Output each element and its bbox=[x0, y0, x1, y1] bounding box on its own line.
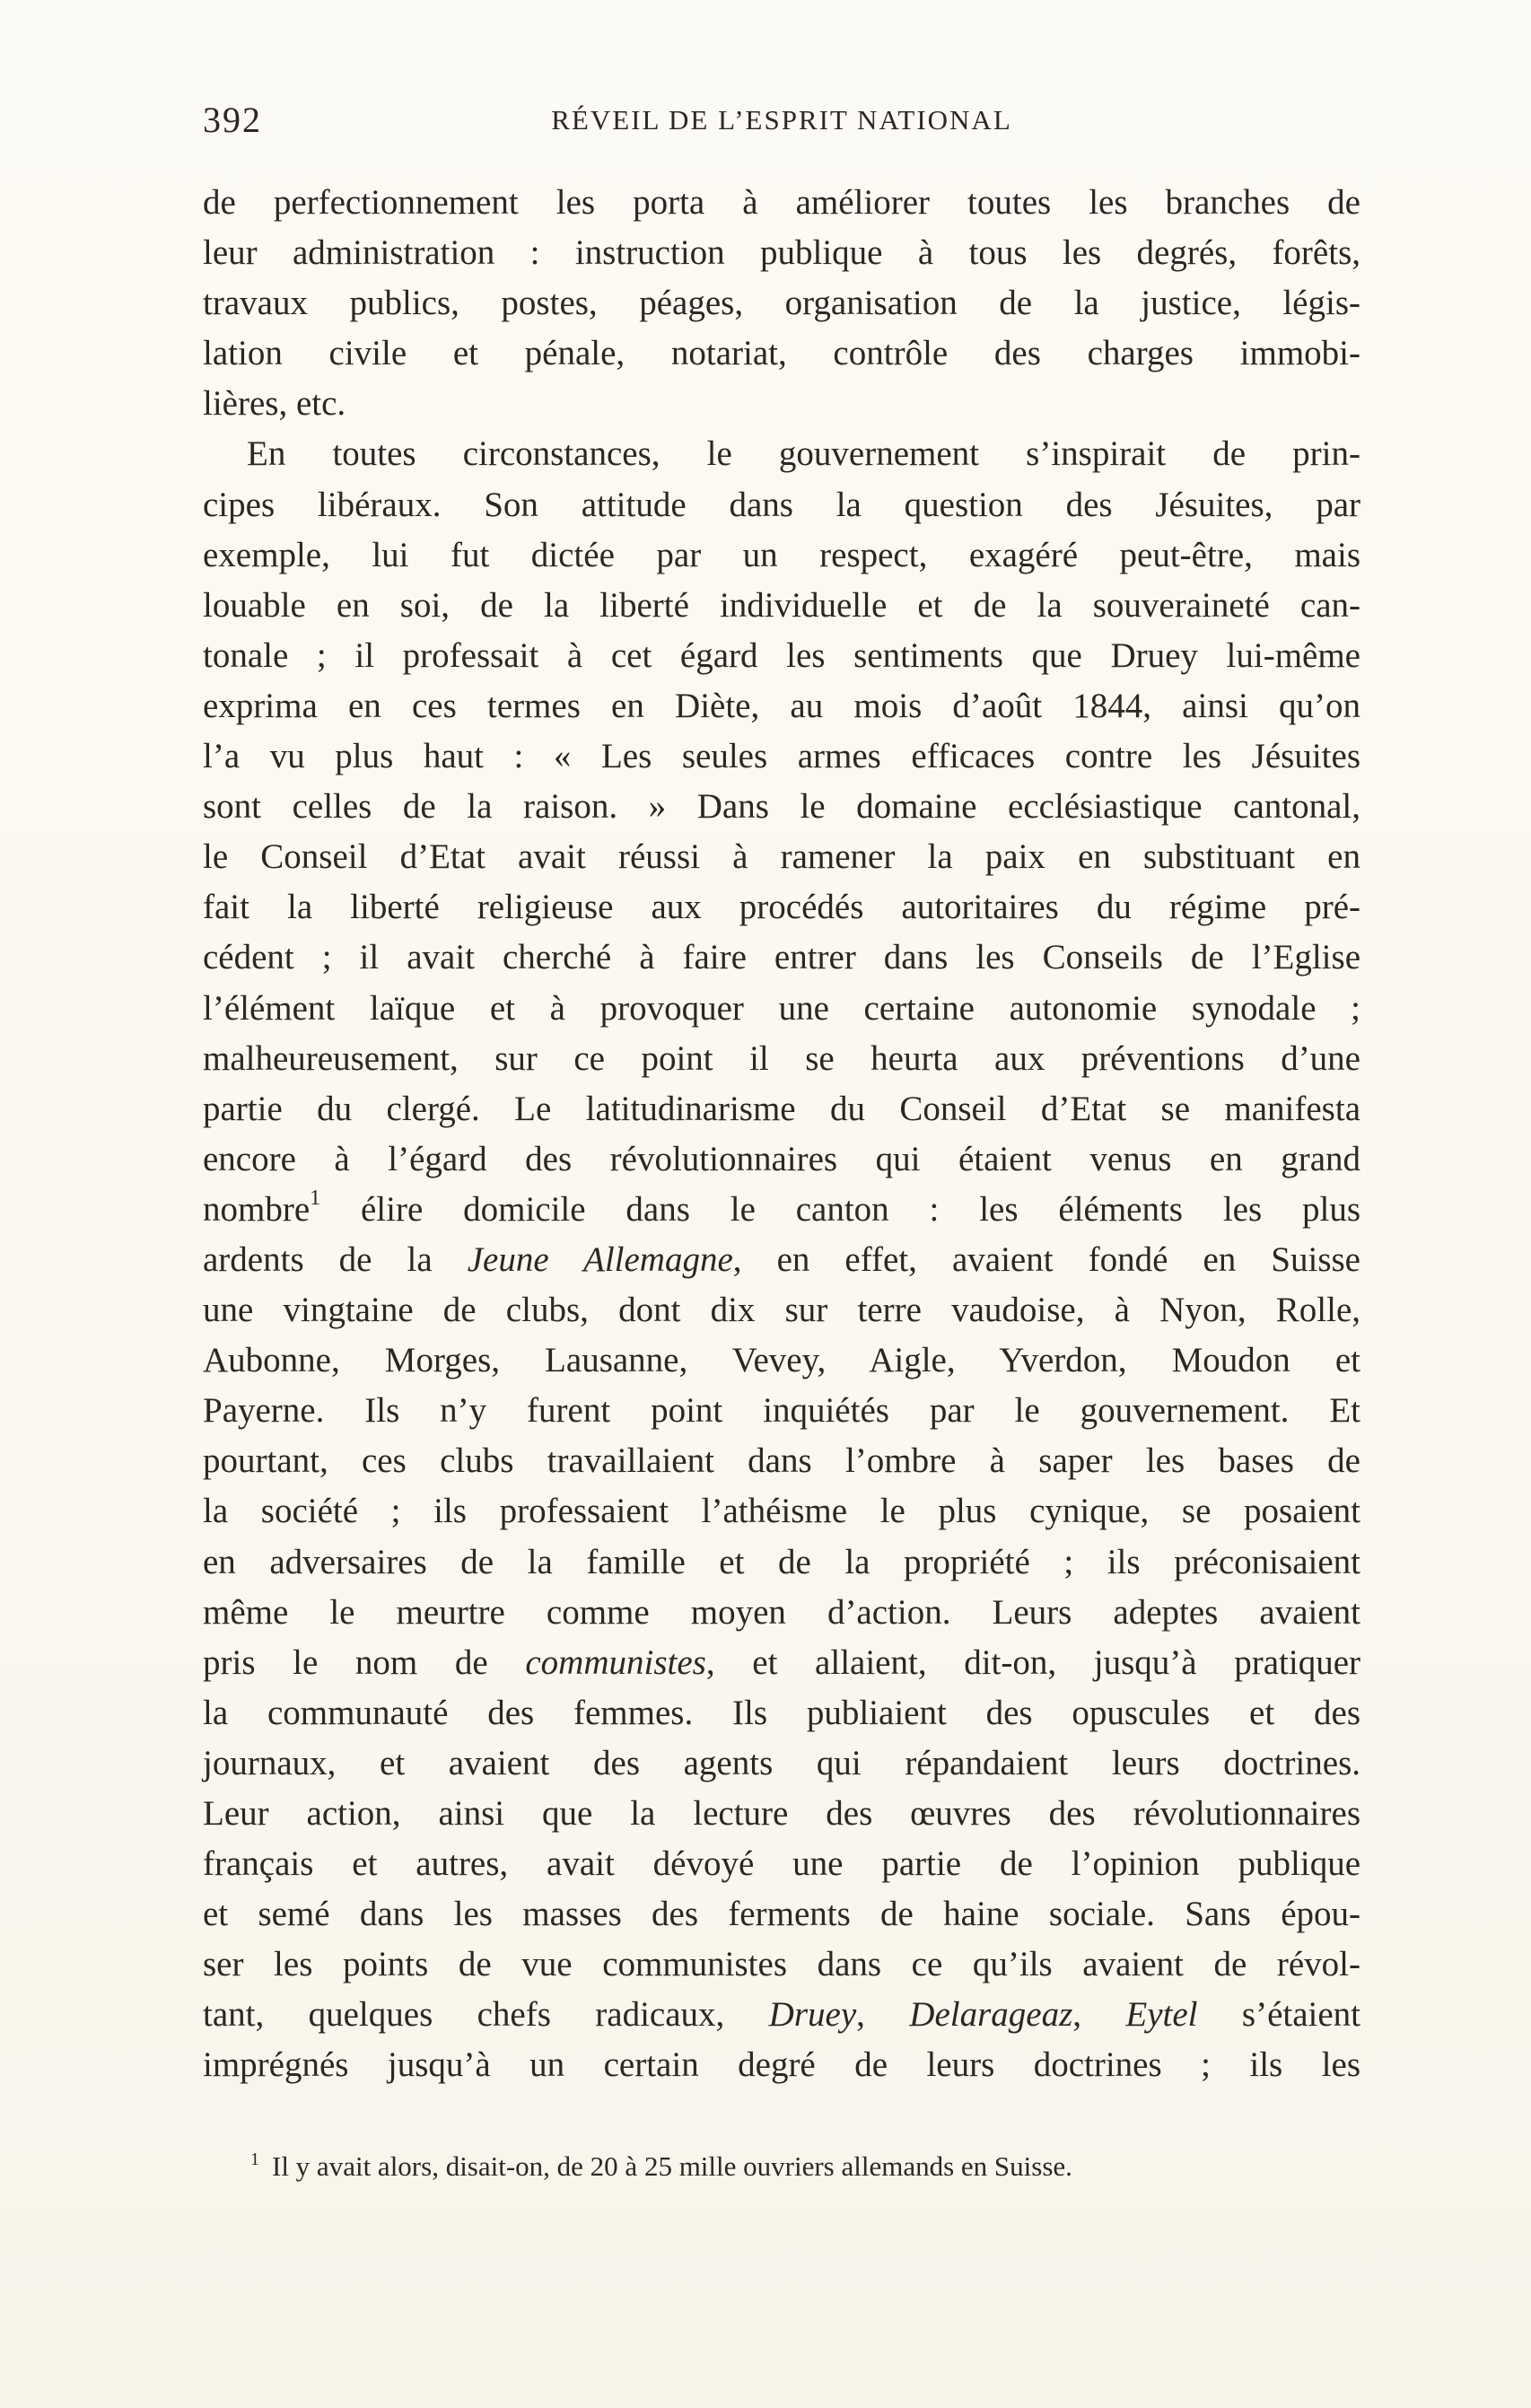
text-line: cipes libéraux. Son attitude dans la question des Jésuites, par bbox=[203, 485, 1360, 524]
text-line-with-footnote-ref bbox=[203, 1185, 1360, 1235]
line-text: pris le nom de bbox=[203, 1642, 526, 1682]
text-line: leur administration : instruction publique à tous les degrés, forêts, bbox=[203, 233, 1360, 273]
text-line: la communauté des femmes. Ils publiaient des opuscules et des bbox=[203, 1693, 1360, 1732]
italic-name: Delarageaz bbox=[909, 1995, 1073, 2035]
text-line: même le meurtre comme moyen d’action. Leurs adeptes avaient bbox=[203, 1592, 1360, 1632]
footnote bbox=[203, 2141, 1360, 2185]
running-title: RÉVEIL DE L’ESPRIT NATIONAL bbox=[551, 104, 1012, 136]
text-line: imprégnés jusqu’à un certain degré de leurs doctrines ; ils les bbox=[203, 2045, 1360, 2085]
line-text: tant, quelques chefs radicaux, bbox=[203, 1995, 769, 2035]
text-line: malheureusement, sur ce point il se heurta aux préventions d’une bbox=[203, 1038, 1360, 1078]
text-line: pourtant, ces clubs travaillaient dans l’ombre à saper les bases de bbox=[203, 1441, 1360, 1481]
footnote-text: Il y avait alors, disait-on, de 20 à 25 mille ouvriers allemands en Suisse. bbox=[272, 2150, 1072, 2182]
text-line: journaux, et avaient des agents qui répandaient leurs doctrines. bbox=[203, 1743, 1360, 1782]
text-line: ser les points de vue communistes dans ce qu’ils avaient de révol- bbox=[203, 1945, 1360, 1984]
text-line: la société ; ils professaient l’athéisme le plus cynique, se posaient bbox=[203, 1492, 1360, 1531]
line-text: ardents de la bbox=[203, 1239, 468, 1279]
line-text: nombre bbox=[203, 1189, 311, 1229]
footnote-reference: 1 bbox=[310, 1186, 321, 1210]
text-line: de perfectionnement les porta à améliorer toutes les branches de bbox=[203, 183, 1360, 222]
page-header bbox=[203, 99, 1360, 153]
line-text: , en effet, avaient fondé en Suisse bbox=[732, 1239, 1360, 1279]
text-line: l’a vu plus haut : « Les seules armes efficaces contre les Jésuites bbox=[203, 737, 1360, 776]
text-line-with-italic bbox=[203, 1235, 1360, 1285]
text-line: partie du clergé. Le latitudinarisme du Conseil d’Etat se manifesta bbox=[203, 1089, 1360, 1128]
text-line: louable en soi, de la liberté individuelle et de la souveraineté can- bbox=[203, 585, 1360, 625]
italic-term: communistes bbox=[525, 1642, 706, 1682]
text-line: exprima en ces termes en Diète, au mois d’août 1844, ainsi qu’on bbox=[203, 686, 1360, 725]
text-line: lation civile et pénale, notariat, contrôle des charges immobi- bbox=[203, 334, 1360, 373]
italic-name: Eytel bbox=[1125, 1995, 1198, 2035]
text-line: cédent ; il avait cherché à faire entrer dans les Conseils de l’Eglise bbox=[203, 938, 1360, 977]
line-text: s’étaient bbox=[1197, 1995, 1361, 2035]
page-number: 392 bbox=[203, 100, 262, 140]
text-line: travaux publics, postes, péages, organisation de la justice, légis- bbox=[203, 284, 1360, 323]
text-line: une vingtaine de clubs, dont dix sur terre vaudoise, à Nyon, Rolle, bbox=[203, 1291, 1360, 1330]
italic-term: Jeune Allemagne bbox=[467, 1239, 733, 1279]
line-text: , bbox=[856, 1995, 910, 2035]
text-line: Payerne. Ils n’y furent point inquiétés par le gouvernement. Et bbox=[203, 1391, 1360, 1431]
paragraph-start-line: En toutes circonstances, le gouvernement s’inspirait de prin- bbox=[247, 434, 1360, 474]
text-line: lières, etc. bbox=[203, 384, 346, 424]
line-text: , et allaient, dit-on, jusqu’à pratiquer bbox=[705, 1642, 1360, 1682]
text-line: Aubonne, Morges, Lausanne, Vevey, Aigle, Yverdon, Moudon et bbox=[203, 1341, 1360, 1380]
line-text: élire domicile dans le canton : les éléments les plus bbox=[320, 1189, 1360, 1229]
text-line: encore à l’égard des révolutionnaires qui étaient venus en grand bbox=[203, 1139, 1360, 1178]
text-line: Leur action, ainsi que la lecture des œuvres des révolutionnaires bbox=[203, 1794, 1360, 1833]
italic-name: Druey bbox=[768, 1995, 857, 2035]
text-line: tonale ; il professait à cet égard les sentiments que Druey lui-même bbox=[203, 635, 1360, 675]
line-text: , bbox=[1072, 1995, 1126, 2035]
text-line: exemple, lui fut dictée par un respect, exagéré peut-être, mais bbox=[203, 535, 1360, 574]
text-line-with-italic bbox=[203, 1638, 1360, 1688]
text-line: fait la liberté religieuse aux procédés autoritaires du régime pré- bbox=[203, 888, 1360, 927]
text-line: français et autres, avait dévoyé une partie de l’opinion publique bbox=[203, 1844, 1360, 1884]
text-line: et semé dans les masses des ferments de haine sociale. Sans épou- bbox=[203, 1895, 1360, 1934]
footnote-mark: 1 bbox=[250, 2150, 259, 2169]
main-text bbox=[203, 178, 1360, 2091]
text-line: le Conseil d’Etat avait réussi à ramener la paix en substituant en bbox=[203, 837, 1360, 877]
text-line: l’élément laïque et à provoquer une certaine autonomie synodale ; bbox=[203, 988, 1360, 1028]
text-line: sont celles de la raison. » Dans le domaine ecclésiastique cantonal, bbox=[203, 787, 1360, 827]
text-line: en adversaires de la famille et de la propriété ; ils préconisaient bbox=[203, 1542, 1360, 1581]
text-line-with-italic-names bbox=[203, 1990, 1360, 2040]
